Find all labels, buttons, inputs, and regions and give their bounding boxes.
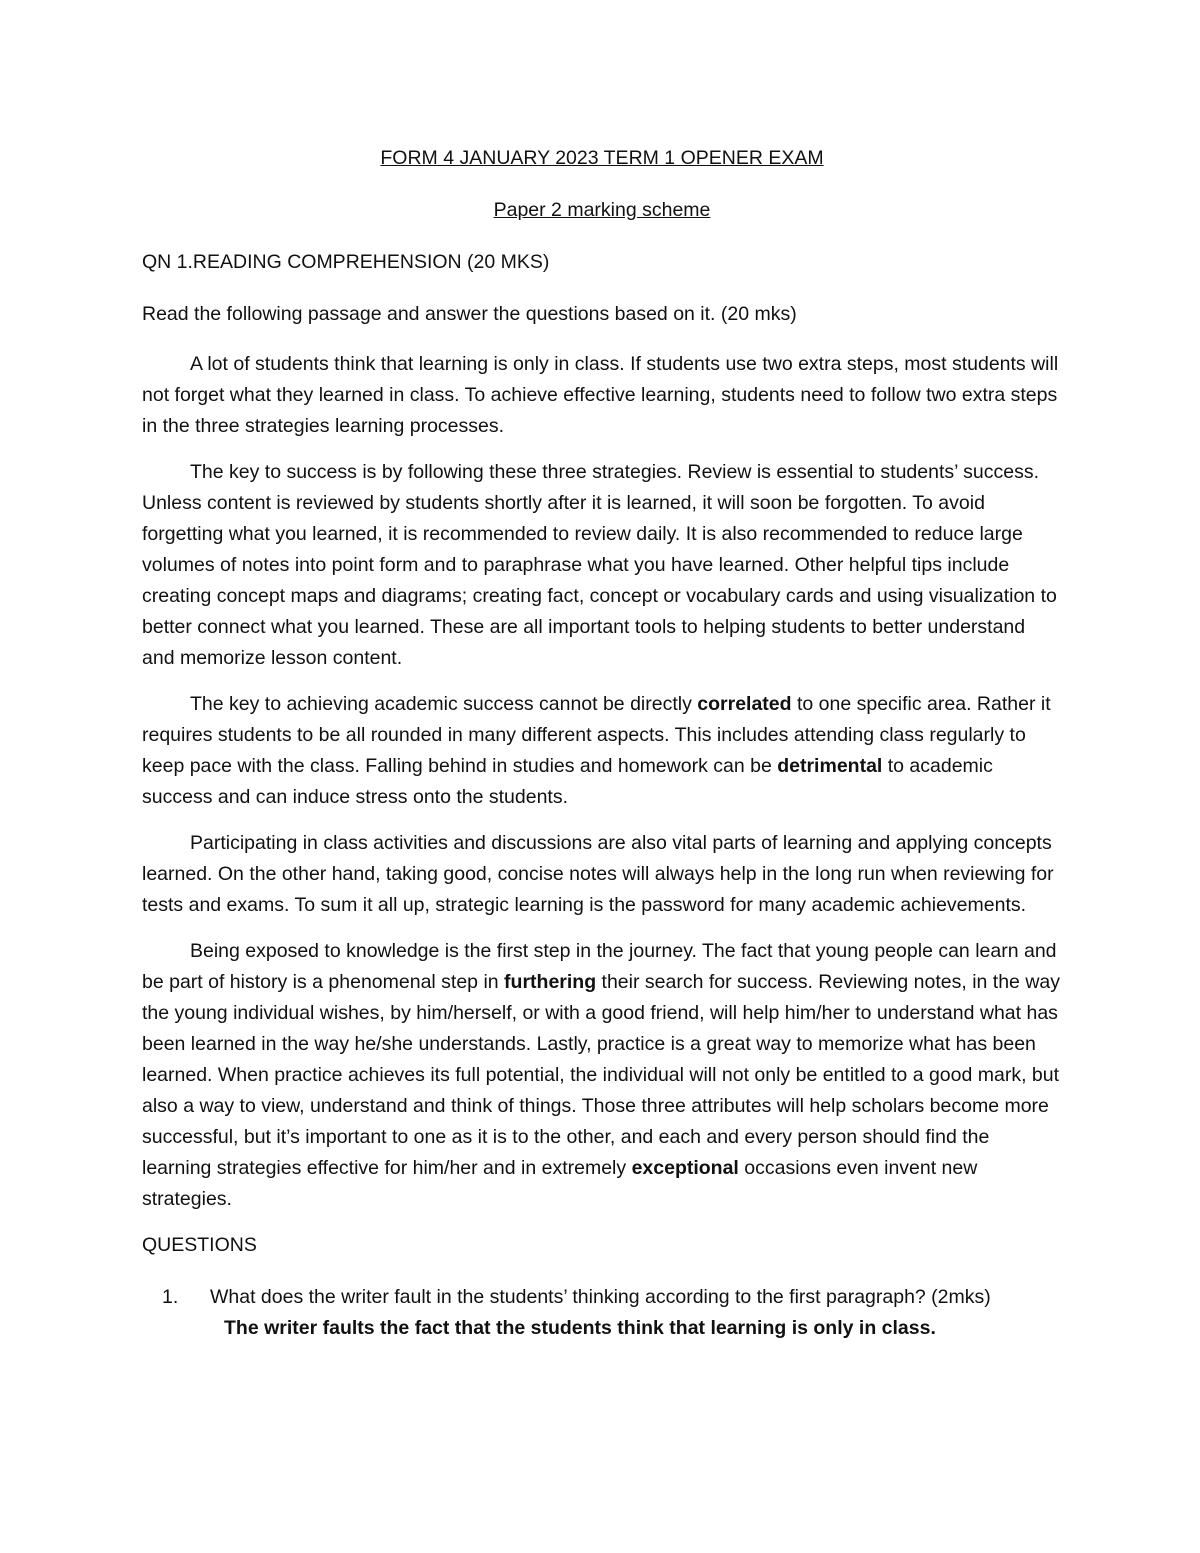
- question-text: What does the writer fault in the students’ thinking according to the first paragraph? (2mks): [210, 1286, 991, 1308]
- paragraph-text: to one specific area. Rather it requires students to be all rounded in many different aspects. This includes attending class regularly to keep pace with the class. Falling behind in studies and homework can be: [142, 693, 1051, 777]
- passage-paragraph-1: A lot of students think that learning is only in class. If students use two extra steps, most students will not forget what they learned in class. To achieve effective learning, students need to follow two extra steps in the three strategies learning processes.: [142, 353, 1059, 437]
- passage-paragraph-2: The key to success is by following these three strategies. Review is essential to students’ success. Unless content is reviewed by students shortly after it is learned, it will soon be forgotten. To avoid forgetting what you learned, it is recommended to review daily. It is also recommended to reduce large volumes of notes into point form and to paraphrase what you have learned. Other helpful tips include creating concept maps and diagrams; creating fact, concept or vocabulary cards and using visualization to better connect what you learned. These are all important tools to helping students to better understand and memorize lesson content.: [142, 461, 1057, 669]
- document-title: FORM 4 JANUARY 2023 TERM 1 OPENER EXAM: [380, 147, 824, 169]
- question-number: 1.: [162, 1286, 179, 1308]
- paragraph-text: Being exposed to knowledge is the first step in the journey. The fact that young people can learn and be part of history is a phenomenal step in: [142, 940, 1057, 993]
- document-subtitle: Paper 2 marking scheme: [493, 199, 711, 221]
- paragraph-text: occasions even invent new strategies.: [142, 1157, 978, 1210]
- paragraph-text: their search for success. Reviewing notes, in the way the young individual wishes, by him/herself, or with a good friend, will help him/her to understand what has been learned in the way he/she understands. Lastly, practice is a great way to memorize what has been learned. When practice achieves its full potential, the individual will not only be entitled to a good mark, but also a way to view, understand and think of things. Those three attributes will help scholars become more successful, but it’s important to one as it is to the other, and each and every person should find the learning strategies effective for him/her and in extremely: [142, 971, 1061, 1179]
- instruction-text: Read the following passage and answer the questions based on it. (20 mks): [142, 303, 797, 325]
- vocabulary-word: detrimental: [777, 755, 883, 777]
- vocabulary-word: exceptional: [631, 1157, 739, 1179]
- paragraph-text: to academic success and can induce stress onto the students.: [142, 755, 993, 808]
- questions-heading: QUESTIONS: [142, 1234, 257, 1256]
- passage-paragraph-3: [142, 689, 1062, 813]
- section-heading: QN 1.READING COMPREHENSION (20 MKS): [142, 251, 550, 273]
- paragraph-text: The key to achieving academic success cannot be directly: [190, 693, 698, 715]
- passage-paragraph-4: Participating in class activities and discussions are also vital parts of learning and applying concepts learned. On the other hand, taking good, concise notes will always help in the long run when reviewing for tests and exams. To sum it all up, strategic learning is the password for many academic achievements.: [142, 832, 1054, 916]
- question-item: [142, 1282, 1062, 1313]
- vocabulary-word: correlated: [697, 693, 792, 715]
- passage-paragraph-5: [142, 936, 1062, 1215]
- vocabulary-word: furthering: [504, 971, 597, 993]
- question-answer: The writer faults the fact that the students think that learning is only in class.: [224, 1317, 936, 1339]
- document-body: [142, 143, 1062, 1344]
